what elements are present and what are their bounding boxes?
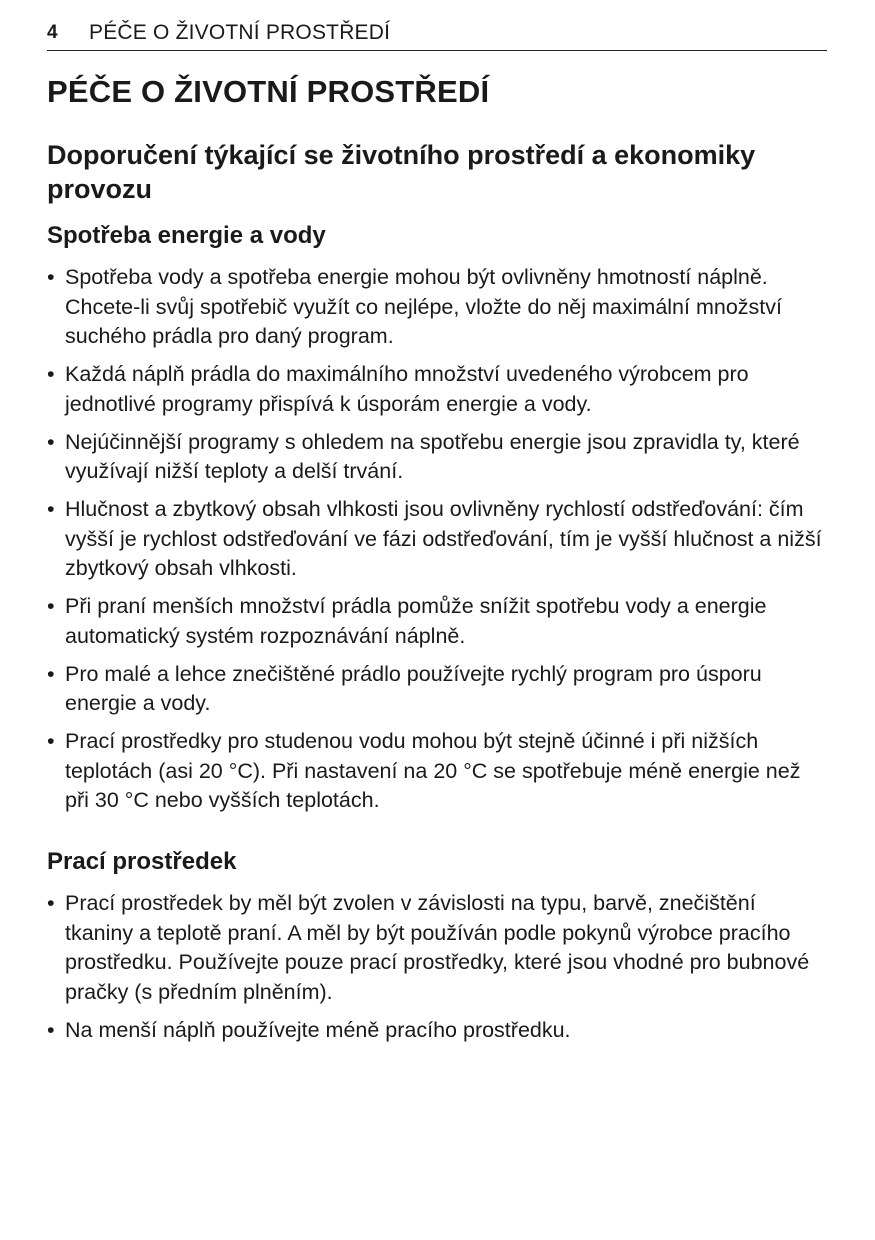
list-item: • Každá náplň prádla do maximálního množství uvedeného výrobcem pro jednotlivé programy přispívá k úsporám energie a vody.	[47, 360, 827, 419]
list-item: • Při praní menších množství prádla pomůže snížit spotřebu vody a energie automatický systém rozpoznávání náplně.	[47, 592, 827, 651]
list-item: • Prací prostředky pro studenou vodu mohou být stejně účinné i při nižších teplotách (asi 20 °C). Při nastavení na 20 °C se spotřebuje méně energie než při 30 °C nebo vyšších teplotách.	[47, 727, 827, 816]
detergent-heading: Prací prostředek	[47, 848, 237, 875]
detergent-bullet-list	[47, 889, 827, 1054]
list-item: • Prací prostředek by měl být zvolen v závislosti na typu, barvě, znečištění tkaniny a teplotě praní. A měl by být používán podle pokynů výrobce pracího prostředku. Používejte pouze prací prostředky, které jsou vhodné pro bubnové pračky (s předním plněním).	[47, 889, 827, 1007]
list-item: • Hlučnost a zbytkový obsah vlhkosti jsou ovlivněny rychlostí odstřeďování: čím vyšší je rychlost odstřeďování ve fázi odstřeďování, tím je vyšší hlučnost a nižší zbytkový obsah vlhkosti.	[47, 495, 827, 584]
list-item: • Pro malé a lehce znečištěné prádlo používejte rychlý program pro úsporu energie a vody.	[47, 660, 827, 719]
running-header	[47, 16, 827, 51]
list-item: • Nejúčinnější programy s ohledem na spotřebu energie jsou zpravidla ty, které využívají nižší teploty a delší trvání.	[47, 428, 827, 487]
list-item: • Spotřeba vody a spotřeba energie mohou být ovlivněny hmotností náplně. Chcete-li svůj spotřebič využít co nejlépe, vložte do něj maximální množství suchého prádla pro daný program.	[47, 263, 827, 352]
page-title: PÉČE O ŽIVOTNÍ PROSTŘEDÍ	[47, 74, 490, 109]
section-title: Doporučení týkající se životního prostředí a ekonomiky provozu	[47, 140, 756, 204]
running-header-title: PÉČE O ŽIVOTNÍ PROSTŘEDÍ	[89, 21, 391, 44]
list-item: • Na menší náplň používejte méně pracího prostředku.	[47, 1016, 827, 1046]
energy-heading: Spotřeba energie a vody	[47, 222, 326, 249]
energy-bullet-list	[47, 263, 827, 824]
page-number: 4	[47, 22, 58, 43]
